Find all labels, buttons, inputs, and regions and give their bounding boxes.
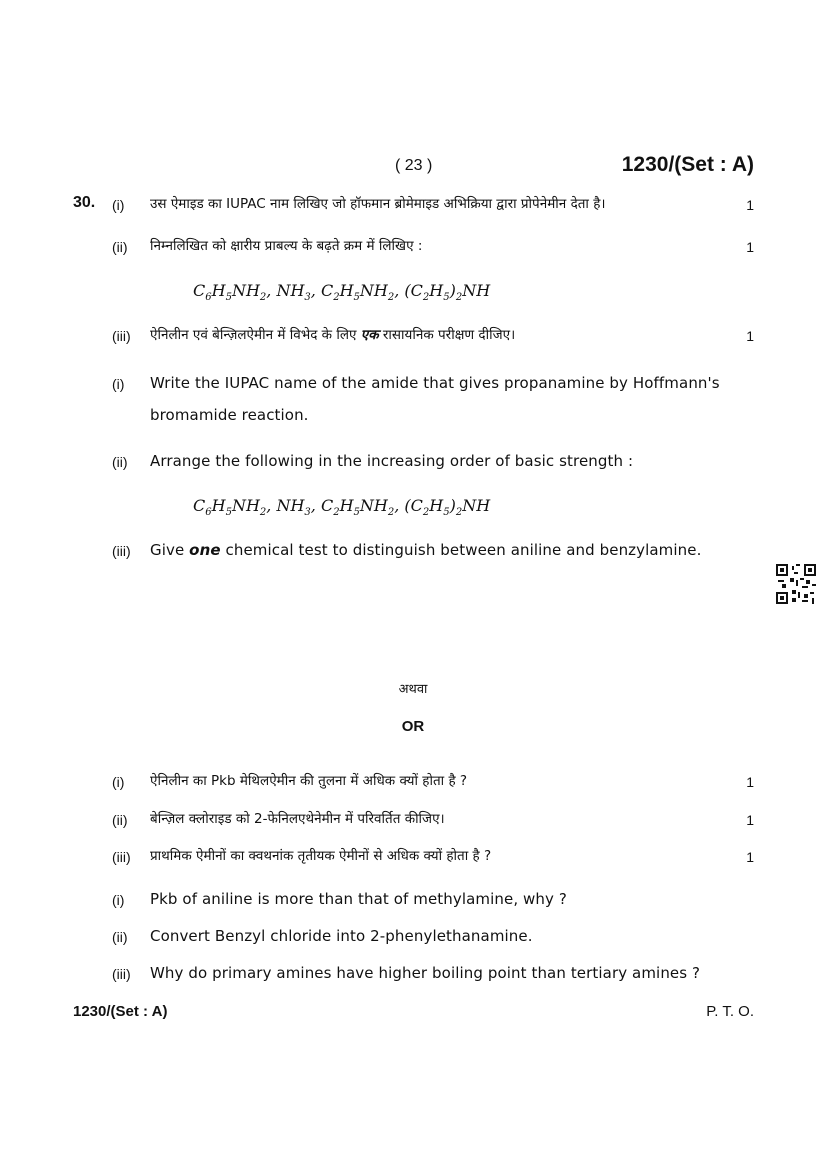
sub-label: (iii)	[112, 543, 131, 559]
marks: 1	[746, 849, 754, 865]
marks: 1	[746, 812, 754, 828]
chemical-formula: $C_6H_5NH_2$, $NH_3$, $C_2H_5NH_2$, $(C_2H_5)_2NH$	[193, 496, 491, 519]
sub-label: (i)	[112, 774, 125, 790]
question-text: बेन्ज़िल क्लोराइड को 2-फेनिलएथेनेमीन में परिवर्तित कीजिए।	[150, 811, 445, 827]
sub-label: (ii)	[112, 812, 128, 828]
chemical-formula: $C_6H_5NH_2$, $NH_3$, $C_2H_5NH_2$, $(C_2H_5)_2NH$	[193, 281, 491, 304]
sub-label: (iii)	[112, 849, 131, 865]
sub-label: (i)	[112, 197, 125, 213]
question-text: उस ऐमाइड का IUPAC नाम लिखिए जो हॉफमान ब्रोमेमाइड अभिक्रिया द्वारा प्रोपेनेमीन देता है।	[150, 196, 606, 212]
question-text: ऐनिलीन का Pkb मेथिलऐमीन की तुलना में अधिक क्यों होता है ?	[150, 773, 468, 789]
sub-label: (ii)	[112, 239, 128, 255]
emphasis: one	[189, 541, 221, 559]
or-hindi: अथवा	[398, 682, 428, 697]
question-text: प्राथमिक ऐमीनों का क्वथनांक तृतीयक ऐमीनों से अधिक क्यों होता है ?	[150, 848, 492, 864]
set-code-footer: 1230/(Set : A)	[73, 1003, 168, 1020]
question-text-continued: bromamide reaction.	[150, 406, 309, 424]
question-text: Convert Benzyl chloride into 2-phenylethanamine.	[150, 927, 533, 945]
question-number: 30.	[73, 194, 96, 211]
marks: 1	[746, 774, 754, 790]
set-code-header: 1230/(Set : A)	[621, 153, 754, 176]
question-text: Arrange the following in the increasing order of basic strength :	[150, 452, 634, 470]
page-number: ( 23 )	[395, 157, 433, 174]
question-text: Give one chemical test to distinguish between aniline and benzylamine.	[150, 541, 702, 559]
sub-label: (ii)	[112, 929, 128, 945]
question-text: Write the IUPAC name of the amide that gives propanamine by Hoffmann's	[150, 374, 720, 392]
sub-label: (iii)	[112, 328, 131, 344]
sub-label: (ii)	[112, 454, 128, 470]
pto-label: P. T. O.	[706, 1003, 754, 1020]
or-english: OR	[401, 718, 425, 735]
emphasis: एक	[360, 327, 379, 343]
marks: 1	[746, 197, 754, 213]
sub-label: (iii)	[112, 966, 131, 982]
sub-label: (i)	[112, 892, 125, 908]
sub-label: (i)	[112, 376, 125, 392]
question-text: Why do primary amines have higher boiling point than tertiary amines ?	[150, 964, 701, 982]
marks: 1	[746, 239, 754, 255]
question-text: Pkb of aniline is more than that of methylamine, why ?	[150, 890, 567, 908]
qr-code-icon	[776, 564, 816, 604]
question-text: निम्नलिखित को क्षारीय प्राबल्य के बढ़ते क्रम में लिखिए :	[150, 238, 423, 254]
marks: 1	[746, 328, 754, 344]
question-text: ऐनिलीन एवं बेन्ज़िलऐमीन में विभेद के लिए एक रासायनिक परीक्षण दीजिए।	[150, 327, 516, 343]
